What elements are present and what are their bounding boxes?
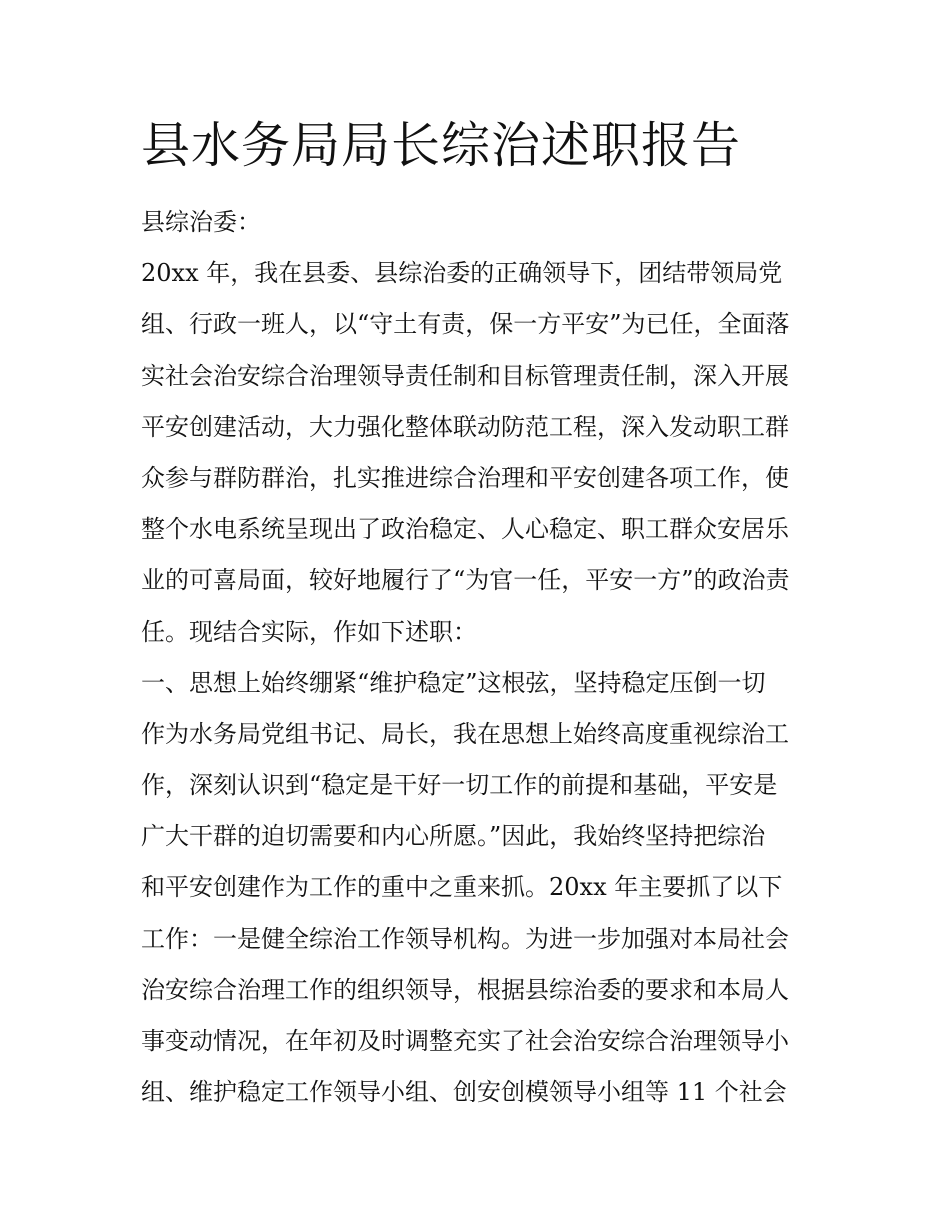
body-line: 工作：一是健全综治工作领导机构。为进一步加强对本局社会 [141,924,789,953]
document-title: 县水务局局长综治述职报告 [141,117,742,174]
section-heading: 一、思想上始终绷紧“维护稳定”这根弦，坚持稳定压倒一切 [141,668,766,697]
body-line: 实社会治安综合治理领导责任制和目标管理责任制，深入开展 [141,361,789,390]
document-body [141,197,816,1118]
body-line: 20xx 年，我在县委、县综治委的正确领导下，团结带领局党 [141,259,783,288]
body-line: 治安综合治理工作的组织领导，根据县综治委的要求和本局人 [141,975,789,1004]
body-line: 任。现结合实际，作如下述职： [141,617,477,646]
body-line: 事变动情况，在年初及时调整充实了社会治安综合治理领导小 [141,1027,789,1055]
body-line: 组、维护稳定工作领导小组、创安创模领导小组等 11 个社会 [141,1078,787,1107]
body-line: 平安创建活动，大力强化整体联动防范工程，深入发动职工群 [141,412,789,441]
body-line: 广大干群的迫切需要和内心所愿。”因此，我始终坚持把综治 [141,822,766,851]
body-line: 业的可喜局面，较好地履行了“为官一任，平安一方”的政治责 [141,566,790,595]
body-line: 作为水务局党组书记、局长，我在思想上始终高度重视综治工 [141,719,789,748]
body-line: 作，深刻认识到“稳定是干好一切工作的前提和基础，平安是 [141,771,778,800]
body-line: 和平安创建作为工作的重中之重来抓。20xx 年主要抓了以下 [141,873,783,902]
body-line: 县综治委： [141,208,261,236]
body-line: 众参与群防群治，扎实推进综合治理和平安创建各项工作，使 [141,463,789,492]
body-line: 组、行政一班人，以“守土有责，保一方平安”为已任，全面落 [141,310,790,339]
body-line: 整个水电系统呈现出了政治稳定、人心稳定、职工群众安居乐 [141,515,789,544]
